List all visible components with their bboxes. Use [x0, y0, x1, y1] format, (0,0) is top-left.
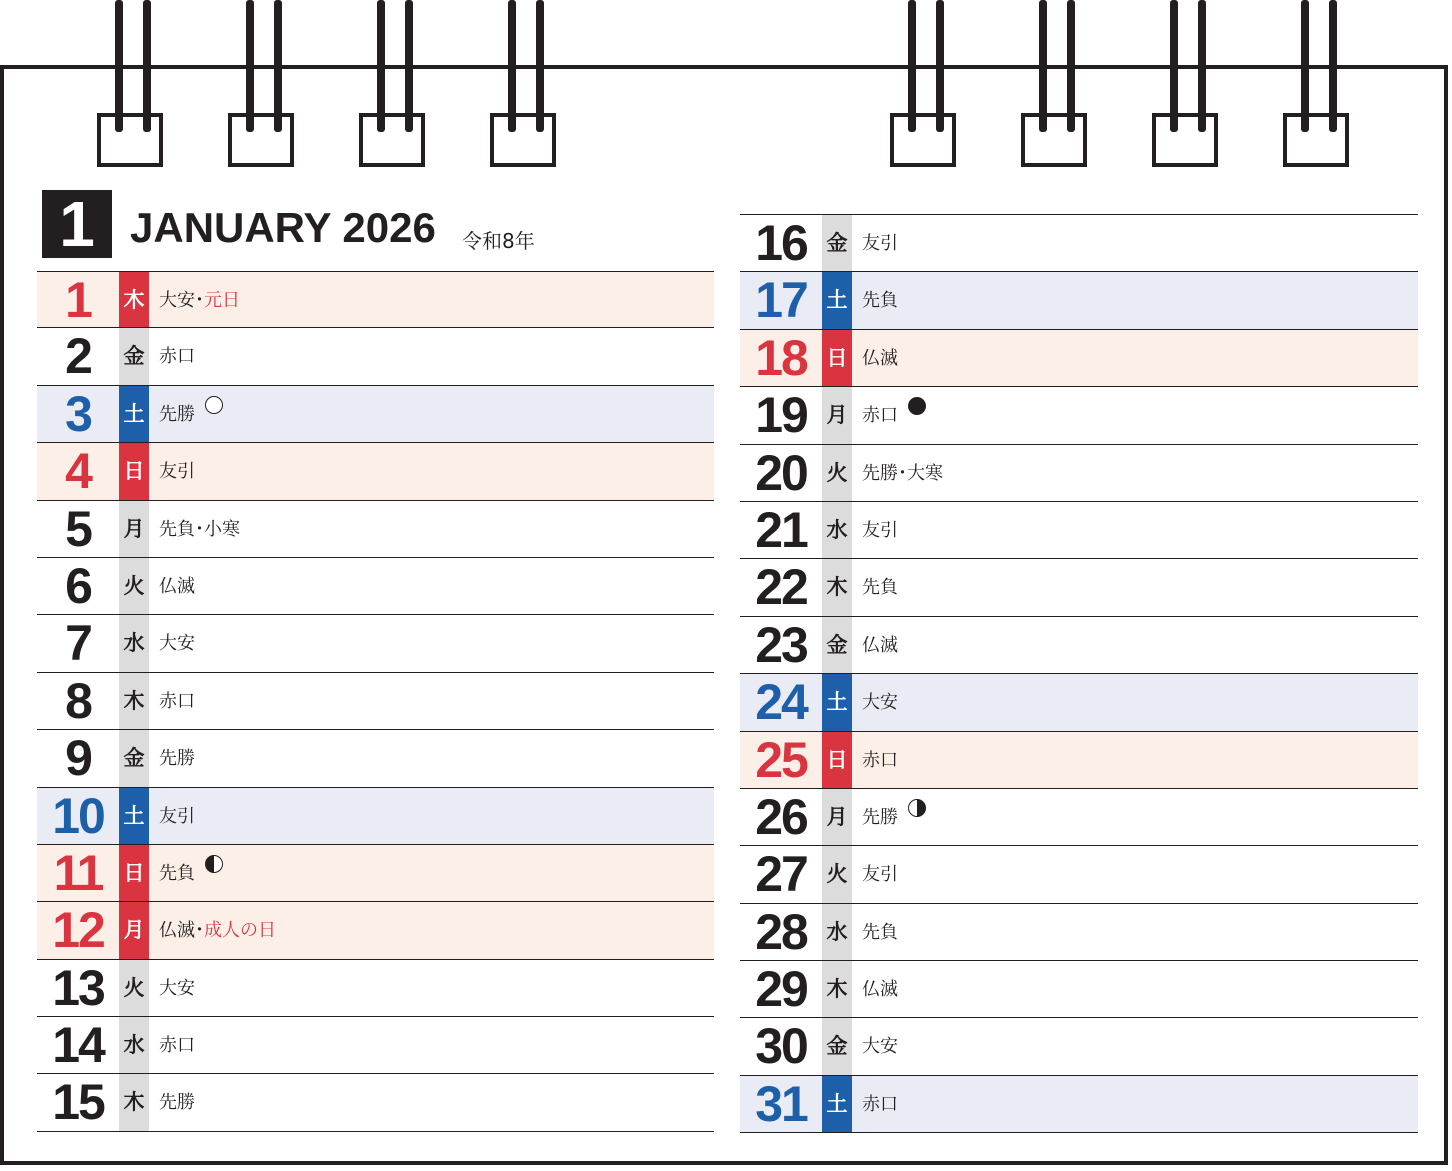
day-number: 18	[755, 329, 807, 386]
day-row	[740, 961, 1418, 1018]
day-note	[159, 730, 195, 786]
rokuyo-label: 仏滅	[159, 575, 195, 597]
rokuyo-label: 大安	[159, 633, 195, 655]
weekday-label: 金	[822, 1018, 852, 1074]
day-note	[862, 502, 898, 558]
era-year: 令和8年	[462, 229, 535, 253]
day-number: 19	[755, 387, 807, 444]
rokuyo-label: 仏滅	[862, 634, 898, 656]
day-row	[740, 272, 1418, 329]
day-number: 16	[755, 215, 807, 271]
day-list-right	[740, 214, 1418, 1133]
rokuyo-label: 大安	[159, 290, 195, 311]
day-number: 29	[755, 961, 807, 1018]
weekday-label: 土	[119, 386, 149, 442]
weekday-label: 金	[119, 730, 149, 786]
rokuyo-label: 赤口	[159, 690, 195, 712]
day-note	[862, 445, 943, 501]
day-number: 26	[755, 788, 807, 845]
day-row	[740, 1076, 1418, 1133]
day-row	[37, 960, 714, 1017]
day-number: 9	[65, 730, 91, 787]
full-moon-icon	[205, 396, 223, 414]
month-number: 1	[42, 190, 112, 258]
day-note	[862, 617, 898, 673]
day-row	[740, 904, 1418, 961]
day-number: 28	[755, 903, 807, 960]
day-number: 2	[65, 328, 91, 385]
day-row	[37, 730, 714, 787]
weekday-label: 火	[822, 846, 852, 902]
day-number: 24	[755, 674, 807, 731]
day-number: 3	[65, 385, 91, 442]
rokuyo-label: 友引	[862, 864, 898, 886]
day-note	[159, 272, 240, 327]
day-number: 6	[65, 557, 91, 614]
day-note	[159, 328, 195, 384]
weekday-label: 金	[822, 215, 852, 271]
new-moon-icon	[908, 397, 926, 415]
day-row	[37, 501, 714, 558]
rokuyo-label: 先負	[159, 862, 195, 884]
weekday-label: 火	[119, 960, 149, 1016]
day-row	[37, 1017, 714, 1074]
weekday-label: 月	[119, 501, 149, 557]
note-separator: ･	[195, 290, 204, 311]
day-number: 21	[755, 501, 807, 558]
rokuyo-label: 先負	[862, 921, 898, 943]
day-note	[862, 732, 898, 788]
rokuyo-label: 大安	[862, 692, 898, 714]
day-list-left	[37, 271, 714, 1132]
day-row	[740, 330, 1418, 387]
weekday-label: 土	[822, 674, 852, 730]
day-number: 11	[53, 844, 103, 901]
weekday-label: 金	[822, 617, 852, 673]
weekday-label: 木	[119, 272, 149, 327]
weekday-label: 日	[119, 443, 149, 499]
day-number: 17	[755, 272, 807, 329]
day-number: 13	[52, 959, 104, 1016]
day-note	[159, 845, 195, 901]
first-moon-icon	[908, 799, 926, 817]
weekday-label: 月	[822, 387, 852, 443]
day-note	[862, 904, 898, 960]
day-number: 27	[755, 846, 807, 903]
day-row	[37, 673, 714, 730]
day-row	[37, 443, 714, 500]
weekday-label: 月	[822, 789, 852, 845]
day-number: 14	[52, 1017, 104, 1074]
day-row	[740, 674, 1418, 731]
day-row	[740, 559, 1418, 616]
day-row	[740, 617, 1418, 674]
weekday-label: 日	[119, 845, 149, 901]
rokuyo-label: 先勝･大寒	[862, 462, 943, 484]
rokuyo-label: 友引	[862, 233, 898, 254]
rokuyo-label: 先勝	[159, 1092, 195, 1114]
day-number: 30	[755, 1018, 807, 1075]
day-note	[862, 559, 898, 615]
day-row	[740, 387, 1418, 444]
rokuyo-label: 友引	[159, 805, 195, 827]
weekday-label: 水	[119, 1017, 149, 1073]
day-number: 12	[52, 902, 104, 959]
day-note	[159, 1074, 195, 1130]
rokuyo-label: 大安	[862, 1036, 898, 1058]
rokuyo-label: 先負	[862, 577, 898, 599]
day-note	[159, 615, 195, 671]
weekday-label: 日	[822, 732, 852, 788]
day-row	[740, 1018, 1418, 1075]
day-note	[159, 788, 195, 844]
day-row	[37, 558, 714, 615]
day-number: 23	[755, 616, 807, 673]
day-number: 8	[65, 672, 91, 729]
month-title: JANUARY 2026	[130, 204, 436, 251]
rokuyo-label: 仏滅	[862, 347, 898, 369]
day-number: 22	[755, 559, 807, 616]
rokuyo-label: 大安	[159, 977, 195, 999]
day-note	[862, 789, 898, 845]
day-row	[37, 902, 714, 959]
rokuyo-label: 先勝	[159, 748, 195, 770]
day-row	[740, 215, 1418, 272]
weekday-label: 月	[119, 902, 149, 958]
day-row	[740, 846, 1418, 903]
day-number: 7	[65, 615, 91, 672]
weekday-label: 水	[119, 615, 149, 671]
day-note	[862, 1076, 898, 1132]
day-note	[862, 215, 898, 271]
day-note	[159, 443, 195, 499]
rokuyo-label: 赤口	[159, 346, 195, 368]
rokuyo-label: 先勝	[159, 403, 195, 425]
day-note	[159, 673, 195, 729]
day-number: 10	[52, 787, 104, 844]
rokuyo-label: 赤口	[862, 1093, 898, 1115]
day-number: 4	[65, 443, 91, 500]
day-row	[37, 845, 714, 902]
rokuyo-label: 赤口	[862, 405, 898, 427]
day-note	[862, 272, 898, 328]
day-row	[740, 445, 1418, 502]
day-note	[159, 960, 195, 1016]
day-row	[37, 271, 714, 328]
weekday-label: 木	[119, 1074, 149, 1130]
day-number: 25	[755, 731, 807, 788]
weekday-label: 火	[119, 558, 149, 614]
day-number: 1	[65, 272, 91, 328]
day-row	[37, 1074, 714, 1131]
weekday-label: 日	[822, 330, 852, 386]
weekday-label: 水	[822, 904, 852, 960]
rokuyo-label: 赤口	[862, 749, 898, 771]
day-note	[159, 1017, 195, 1073]
rokuyo-label: 先負	[862, 290, 898, 312]
note-separator: ･	[195, 920, 204, 942]
rokuyo-label: 友引	[862, 519, 898, 541]
weekday-label: 土	[822, 272, 852, 328]
day-row	[740, 502, 1418, 559]
day-row	[37, 386, 714, 443]
weekday-label: 木	[822, 559, 852, 615]
weekday-label: 土	[822, 1076, 852, 1132]
day-row	[37, 328, 714, 385]
day-note	[159, 386, 195, 442]
day-number: 15	[52, 1074, 104, 1131]
holiday-name: 成人の日	[204, 920, 276, 942]
day-note	[159, 558, 195, 614]
day-number: 31	[755, 1075, 807, 1132]
day-note	[862, 330, 898, 386]
day-note	[862, 846, 898, 902]
rokuyo-label: 赤口	[159, 1035, 195, 1057]
last-moon-icon	[205, 855, 223, 873]
rokuyo-label: 仏滅	[159, 920, 195, 942]
day-note	[862, 1018, 898, 1074]
weekday-label: 金	[119, 328, 149, 384]
weekday-label: 土	[119, 788, 149, 844]
rokuyo-label: 先勝	[862, 806, 898, 828]
day-row	[37, 615, 714, 672]
day-row	[740, 789, 1418, 846]
day-note	[862, 961, 898, 1017]
rokuyo-label: 仏滅	[862, 979, 898, 1001]
weekday-label: 木	[822, 961, 852, 1017]
weekday-label: 火	[822, 445, 852, 501]
day-row	[37, 788, 714, 845]
rokuyo-label: 先負･小寒	[159, 518, 240, 540]
weekday-label: 木	[119, 673, 149, 729]
day-note	[862, 674, 898, 730]
day-number: 5	[65, 500, 91, 557]
day-number: 20	[755, 444, 807, 501]
holiday-name: 元日	[204, 290, 240, 311]
day-note	[159, 902, 276, 958]
rokuyo-label: 友引	[159, 461, 195, 483]
day-note	[862, 387, 898, 443]
day-row	[740, 732, 1418, 789]
day-note	[159, 501, 240, 557]
weekday-label: 水	[822, 502, 852, 558]
